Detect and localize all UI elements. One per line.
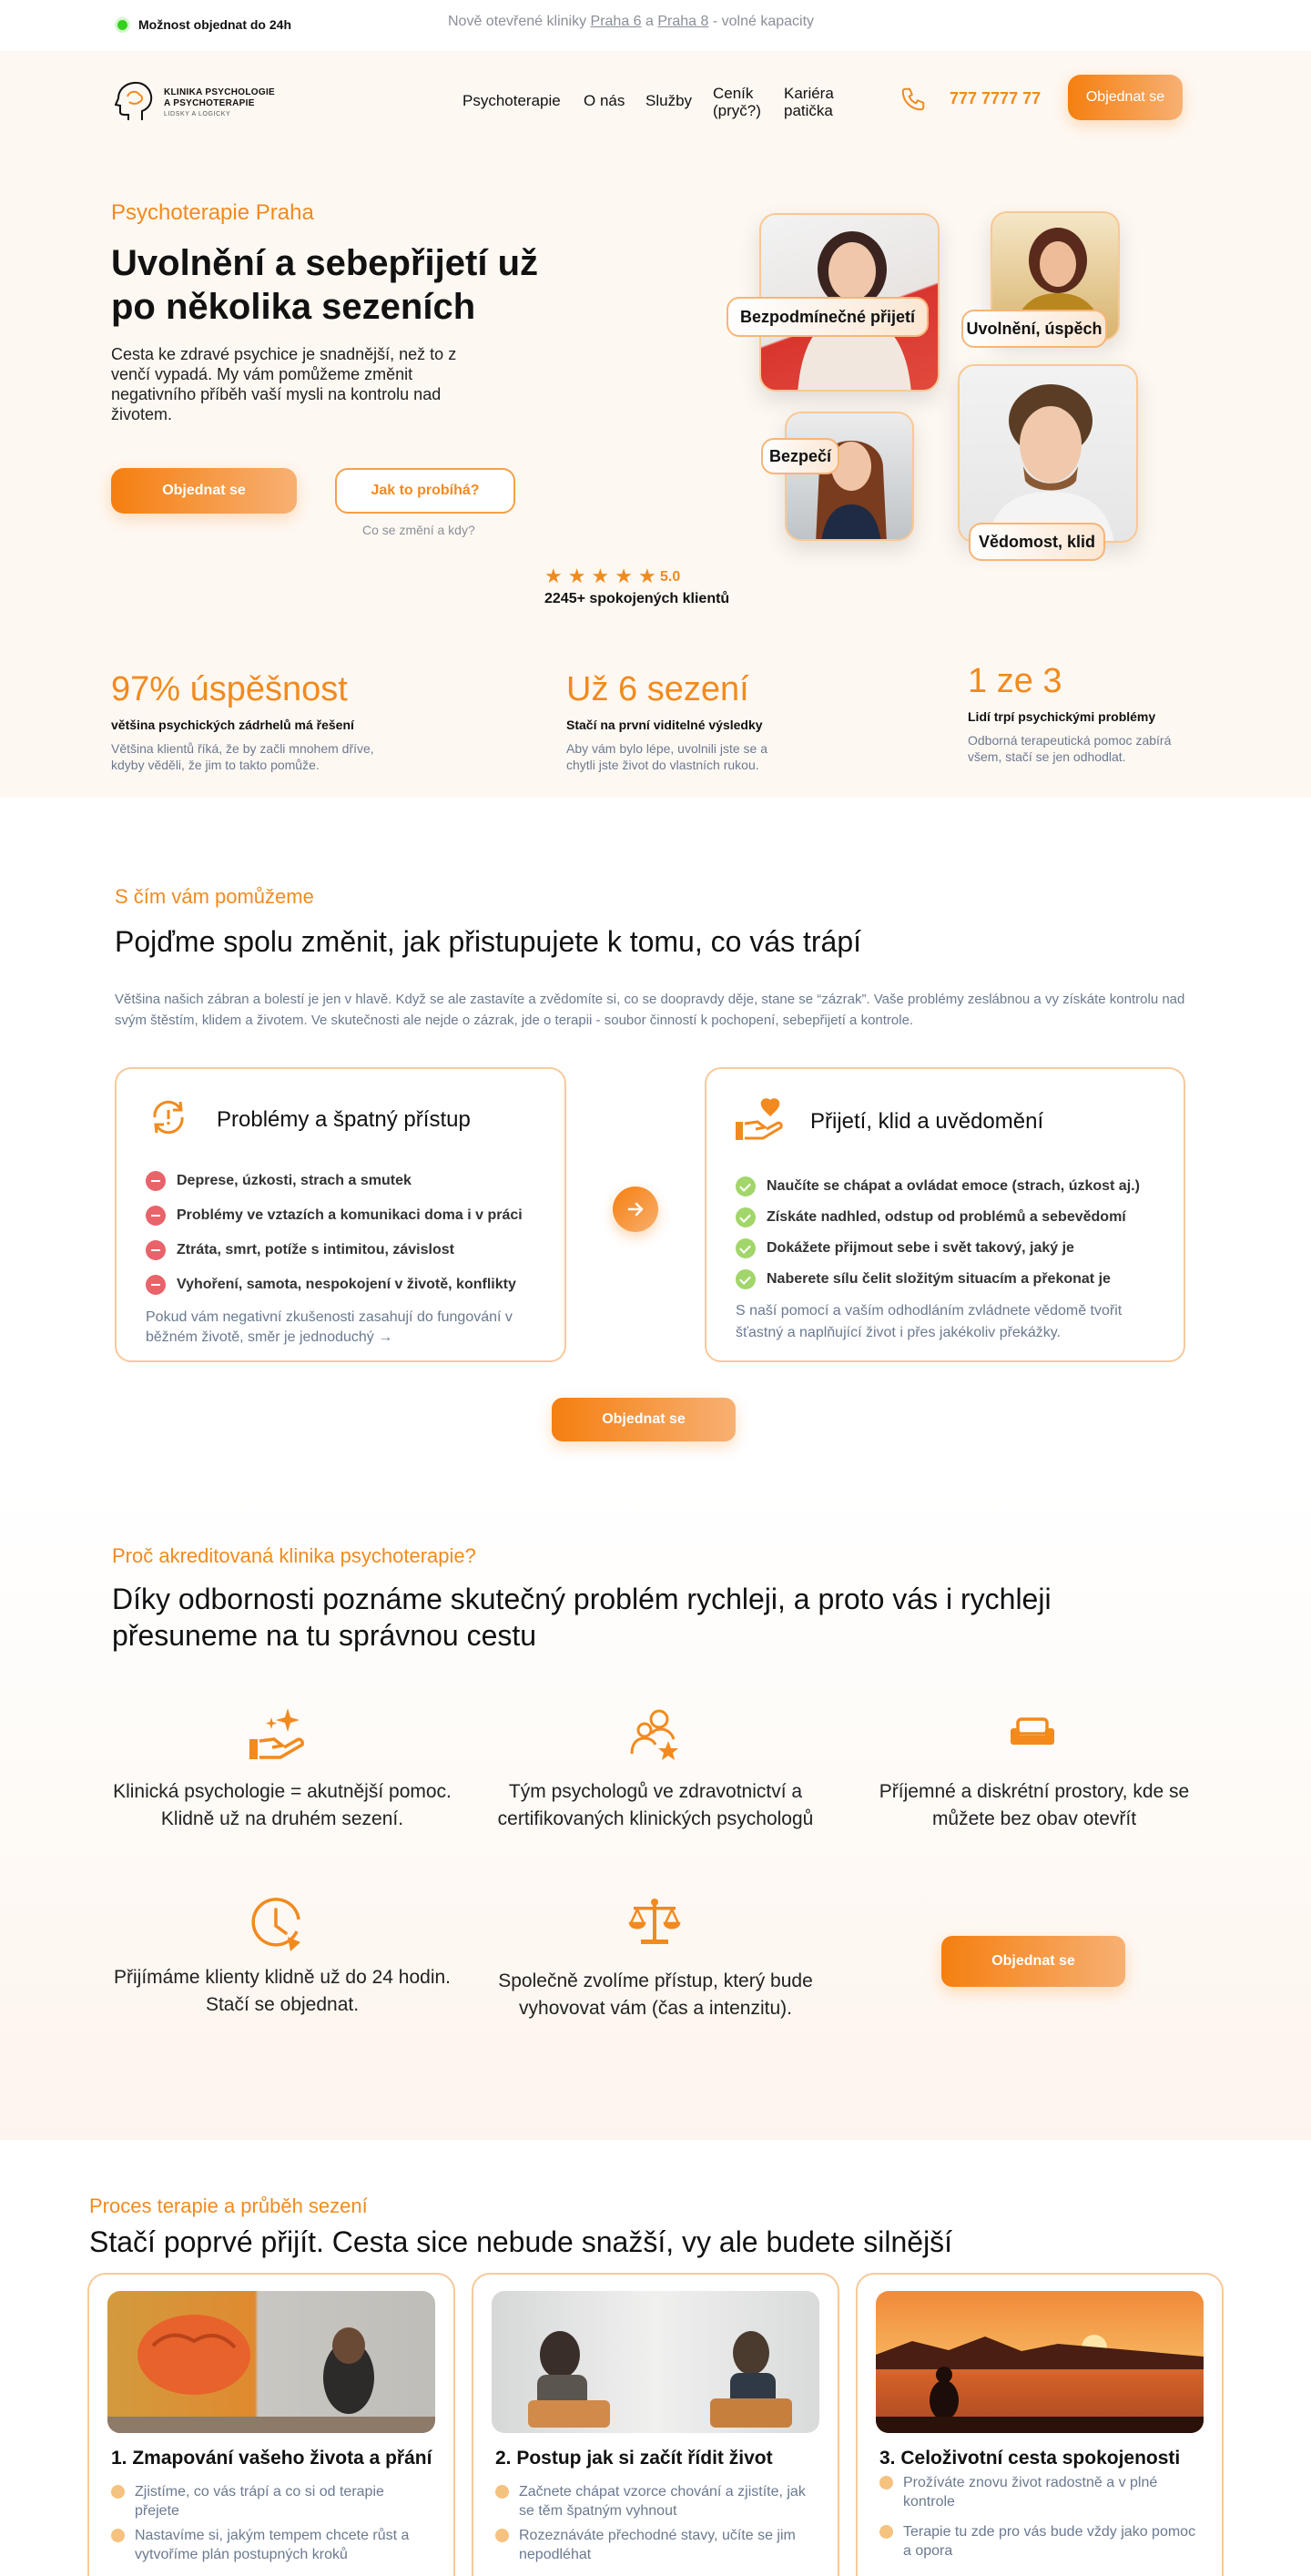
process-step-1 xyxy=(87,2273,455,2576)
feature-approach: Společně zvolíme přístup, který bude vyhovovat vám (čas a intenzitu). xyxy=(498,1970,813,2019)
nav-kariera-sub[interactable]: patička xyxy=(784,102,833,119)
process-title: Stačí poprvé přijít. Cesta sice nebude snažší, vy ale budete silnější xyxy=(89,2225,953,2258)
brain-illustration-icon xyxy=(107,2291,435,2433)
woman-long-hair-portrait-icon xyxy=(787,413,914,541)
benefit-item: Naučíte se chápat a ovládat emoce (strach, úzkost aj.) xyxy=(736,1176,1140,1196)
star-icon: ★ xyxy=(637,565,662,587)
minus-icon xyxy=(146,1171,166,1191)
logo-line-1: KLINIKA PSYCHOLOGIE xyxy=(164,87,276,97)
pill-vedomost-klid: Vědomost, klid xyxy=(969,523,1105,561)
arrow-right-icon xyxy=(625,1199,645,1219)
step-title: 3. Celoživotní cesta spokojenosti xyxy=(879,2448,1181,2469)
logo[interactable] xyxy=(113,78,277,127)
feature-24h: Přijímáme klienty klidně už do 24 hodin. Stačí se objednat. xyxy=(113,1967,452,2015)
stat-text: Většina klientů říká, že by začli mnohem dříve, kdyby věděli, že jim to takto pomůže. xyxy=(111,741,374,772)
hero-title-line-1: Uvolnění a sebepřijetí už xyxy=(111,243,539,283)
why-eyebrow: Proč akreditovaná klinika psychoterapie? xyxy=(112,1544,476,1567)
rating-stars xyxy=(544,565,662,588)
feature-clinical: Klinická psychologie = akutnější pomoc. Klidně už na druhém sezení. xyxy=(113,1781,452,1829)
help-title: Pojďme spolu změnit, jak přistupujete k tomu, co vás trápí xyxy=(115,925,862,958)
minus-icon xyxy=(146,1275,166,1295)
problem-item: Deprese, úzkosti, strach a smutek xyxy=(146,1171,412,1191)
problems-card xyxy=(115,1067,566,1362)
pill-bezpodminecne-prijeti: Bezpodmínečné přijetí xyxy=(727,297,929,337)
stat-big: 1 ze 3 xyxy=(968,662,1062,700)
phone-icon[interactable] xyxy=(899,86,927,113)
star-icon: ★ xyxy=(591,565,615,587)
minus-icon xyxy=(146,1206,166,1226)
benefit-item: Získáte nadhled, odstup od problémů a sebevědomí xyxy=(736,1207,1126,1227)
why-title-line-2: přesuneme na tu správnou cestu xyxy=(112,1619,537,1652)
brain-painting-image xyxy=(107,2291,435,2433)
hand-sparkle-icon xyxy=(248,1706,306,1763)
stat-label: Lidí trpí psychickými problémy xyxy=(968,709,1156,724)
process-step-2 xyxy=(472,2273,839,2576)
logo-line-3: LIDSKY A LOGICKY xyxy=(164,111,231,117)
clients-count: 2245+ spokojených klientů xyxy=(544,591,730,606)
star-icon: ★ xyxy=(567,565,592,587)
top-bar xyxy=(0,0,1311,51)
nav-o-nas[interactable]: O nás xyxy=(584,92,625,109)
stat-text: Odborná terapeutická pomoc zabírá všem, stačí se jen odhodlat. xyxy=(968,733,1172,764)
stat-label: Stačí na první viditelné výsledky xyxy=(566,718,763,732)
arrow-right-button[interactable] xyxy=(613,1186,658,1232)
booking-note: Možnost objednat do 24h xyxy=(138,17,291,32)
logo-line-2: A PSYCHOTERAPIE xyxy=(164,98,255,108)
problems-title: Problémy a špatný přístup xyxy=(217,1107,471,1132)
help-order-button[interactable]: Objednat se xyxy=(552,1398,736,1441)
benefit-item: Dokážete přijmout sebe i svět takový, jaký je xyxy=(736,1238,1074,1258)
status-dot xyxy=(117,20,127,30)
process-step-3 xyxy=(856,2273,1224,2576)
therapist-photo-3 xyxy=(785,412,914,541)
step-item: Začnete chápat vzorce chování a zjistíte, jak se těm špatným vyhnout xyxy=(495,2482,814,2520)
hero-order-button[interactable]: Objednat se xyxy=(111,468,297,514)
hero-title-line-2: po několika sezeních xyxy=(111,287,476,327)
header-order-button[interactable]: Objednat se xyxy=(1068,75,1183,120)
nav-kariera[interactable]: Kariéra xyxy=(784,85,834,102)
benefit-item: Naberete sílu čelit složitým situacím a překonat je xyxy=(736,1269,1111,1289)
why-title-line-1: Díky odbornosti poznáme skutečný problém rychleji, a proto vás i rychleji xyxy=(112,1583,1052,1615)
hero-eyebrow: Psychoterapie Praha xyxy=(111,200,314,225)
check-icon xyxy=(736,1238,756,1258)
stat-success xyxy=(111,669,402,773)
problem-item: Ztráta, smrt, potíže s intimitou, závislost xyxy=(146,1240,454,1260)
hand-heart-icon xyxy=(734,1096,785,1144)
therapy-session-image xyxy=(492,2291,819,2433)
stat-sessions xyxy=(566,669,839,773)
help-description: Většina našich zábran a bolestí je jen v hlavě. Když se ale zastavíte a zvědomíte si, co se doopravdy děje, stane se “zázrak”. Vaše problémy zeslábnou a vy získáte kontrolu nad svým štěstím, klidem a životem. Ve skutečnosti ale nejde o zázrak, jde o terapii - soubor činností k pochopení, sebepřijetí a kontrole. xyxy=(115,992,1185,1028)
problem-item: Problémy ve vztazích a komunikaci doma i v práci xyxy=(146,1206,523,1226)
link-praha-8[interactable]: Praha 8 xyxy=(657,14,709,29)
stat-big: 97% úspěšnost xyxy=(111,670,348,708)
step-item: Prožíváte znovu život radostně a v plné kontrole xyxy=(879,2473,1198,2511)
nav-cenik[interactable]: Ceník xyxy=(713,85,754,102)
stat-big: Už 6 sezení xyxy=(566,670,749,708)
acceptance-card xyxy=(705,1067,1185,1362)
feature-team: Tým psychologů ve zdravotnictví a certifikovaných klinických psychologů xyxy=(497,1781,814,1829)
clock-icon xyxy=(248,1897,304,1953)
check-icon xyxy=(736,1269,756,1289)
phone-number[interactable]: 777 7777 77 xyxy=(950,89,1042,107)
step-item: Terapie tu zde pro vás bude vždy jako pomoc a opora xyxy=(879,2522,1198,2561)
sunset-lake-image xyxy=(876,2291,1204,2433)
help-eyebrow: S čím vám pomůžeme xyxy=(115,885,314,908)
check-icon xyxy=(736,1176,756,1196)
why-order-button[interactable]: Objednat se xyxy=(941,1936,1125,1987)
stat-one-in-three xyxy=(968,661,1204,765)
step-title: 1. Zmapování vašeho života a přání xyxy=(111,2448,432,2469)
nav-cenik-sub[interactable]: (pryč?) xyxy=(713,102,761,119)
nav-psychoterapie[interactable]: Psychoterapie xyxy=(462,92,561,109)
man-curly-portrait-icon xyxy=(960,366,1138,543)
rating-value: 5.0 xyxy=(660,569,681,585)
announcement: Nově otevřené kliniky Praha 6 a Praha 8 - volné kapacity xyxy=(448,14,815,29)
pill-uvolneni-uspech: Uvolnění, úspěch xyxy=(961,310,1107,348)
link-praha-6[interactable]: Praha 6 xyxy=(590,14,642,29)
stat-label: většina psychických zádrhelů má řešení xyxy=(111,718,354,732)
process-eyebrow: Proces terapie a průběh sezení xyxy=(89,2194,368,2217)
hero-description: Cesta ke zdravé psychice je snadnější, než to z venčí vypadá. My vám pomůžeme změnit negativního příběh vaší mysli na kontrolu nad životem. xyxy=(111,345,457,423)
stat-text: Aby vám bylo lépe, uvolnili jste se a chytli jste život do vlastních rukou. xyxy=(566,741,767,772)
acceptance-note: S naší pomocí a vaším odhodláním zvládnete vědomě tvořit šťastný a naplňující život i přes jakékoliv překážky. xyxy=(736,1303,1123,1340)
nav-sluzby[interactable]: Služby xyxy=(645,92,693,109)
step-item: Zjistíme, co vás trápí a co si od terapie přejete xyxy=(111,2482,430,2520)
people-star-icon xyxy=(628,1706,683,1763)
step-item: Rozeznáváte přechodné stavy, učíte se jim nepodléhat xyxy=(495,2526,814,2564)
sofa-icon xyxy=(1009,1717,1056,1750)
scales-icon xyxy=(628,1896,681,1947)
sunset-illustration-icon xyxy=(876,2291,1204,2433)
pill-bezpeci: Bezpečí xyxy=(761,438,839,474)
cycle-warning-icon xyxy=(147,1096,189,1138)
check-icon xyxy=(736,1207,756,1227)
star-icon: ★ xyxy=(544,565,568,587)
what-changes-link[interactable]: Co se změní a kdy? xyxy=(362,523,475,537)
how-it-works-button[interactable]: Jak to probíhá? xyxy=(335,468,515,514)
therapist-photo-4 xyxy=(958,364,1138,543)
problems-note: Pokud vám negativní zkušenosti zasahují do fungování v běžném životě, směr je jednoduchý → xyxy=(146,1309,513,1345)
step-title: 2. Postup jak si začít řídit život xyxy=(495,2448,773,2469)
feature-spaces: Příjemné a diskrétní prostory, kde se můžete bez obav otevřít xyxy=(879,1781,1190,1829)
star-icon: ★ xyxy=(615,565,638,587)
minus-icon xyxy=(146,1240,166,1260)
step-item: Nastavíme si, jakým tempem chcete růst a vytvoříme plán postupných kroků xyxy=(111,2526,430,2564)
problem-item: Vyhoření, samota, nespokojení v životě, konflikty xyxy=(146,1275,516,1295)
head-logo-icon xyxy=(115,80,155,124)
session-illustration-icon xyxy=(492,2291,819,2433)
acceptance-title: Přijetí, klid a uvědomění xyxy=(810,1109,1044,1134)
